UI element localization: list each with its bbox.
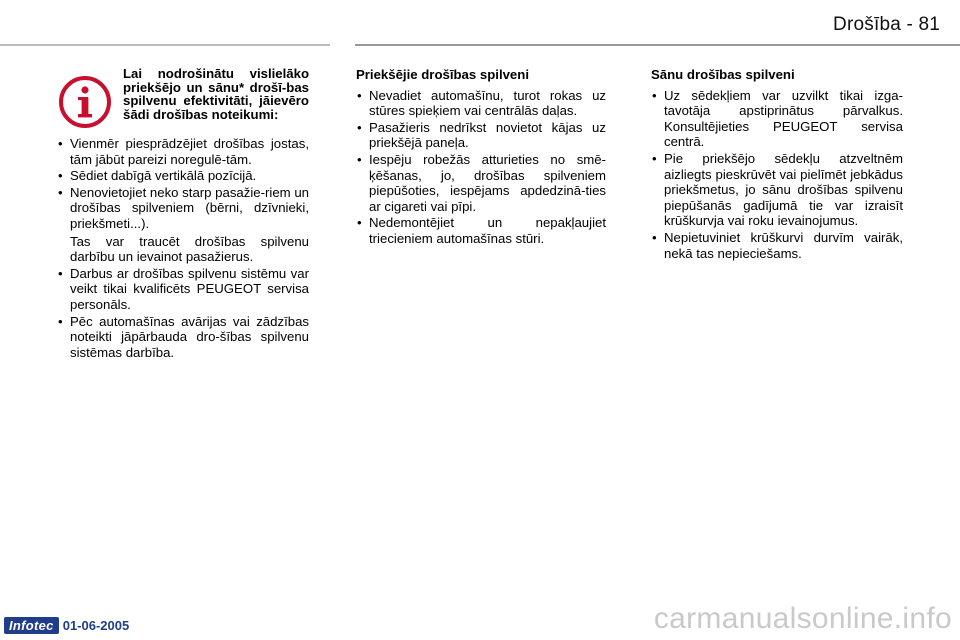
- info-icon: [57, 74, 113, 130]
- header-rule-right: [355, 44, 960, 46]
- front-airbags-heading: Priekšējie drošības spilveni: [356, 67, 529, 82]
- list-item: • Iespēju robežās atturieties no smē-ķēšanas, jo, drošības spilveniem piepūšoties, iespējams apdedzinā-ties ar cigareti vai pīpi.: [356, 152, 606, 214]
- page-title: Drošība - 81: [833, 14, 940, 35]
- list-item: • Uz sēdekļiem var uzvilkt tikai izga-tavotāja apstiprinātus pārvalkus. Konsultējieties PEUGEOT servisa centrā.: [651, 88, 903, 150]
- list-item-subtext: Tas var traucēt drošības spilvenu darbību un ievainot pasažierus.: [70, 233, 309, 265]
- side-airbags-heading: Sānu drošības spilveni: [651, 67, 795, 82]
- page-header: [0, 0, 960, 46]
- general-rules-list: [57, 136, 309, 360]
- list-item-text: Nenovietojiet neko starp pasažie-riem un drošības spilveniem (bērni, dzīvnieki, priekšmeti...).: [70, 184, 309, 231]
- list-item: • Pēc automašīnas avārijas vai zādzības noteikti jāpārbauda dro-šības spilvenu sistēmas darbība.: [57, 314, 309, 361]
- list-item: • Vienmēr piesprādzējiet drošības jostas, tām jābūt pareizi noregulē-tām.: [57, 136, 309, 167]
- column-front-airbags: [356, 67, 606, 248]
- front-airbags-list: [356, 88, 606, 247]
- list-item: [57, 185, 309, 265]
- intro-text: Lai nodrošinātu vislielāko priekšējo un sānu* drošī-bas spilvenu efektivitāti, jāievēro šādi drošības noteikumi:: [123, 66, 309, 122]
- infotec-logo: Infotec: [4, 617, 59, 634]
- header-rule-left: [0, 44, 330, 46]
- footer-stamp: [4, 616, 129, 634]
- column-general-rules: [57, 67, 309, 361]
- list-item: • Pasažieris nedrīkst novietot kājas uz priekšējā paneļa.: [356, 120, 606, 151]
- list-item: • Nepietuviniet krūškurvi durvīm vairāk, nekā tas nepieciešams.: [651, 230, 903, 261]
- side-airbags-list: [651, 88, 903, 262]
- list-item: • Sēdiet dabīgā vertikālā pozīcijā.: [57, 168, 309, 184]
- watermark: carmanualsonline.info: [653, 602, 952, 635]
- print-date: 01-06-2005: [62, 617, 130, 633]
- list-item: • Nevadiet automašīnu, turot rokas uz stūres spieķiem vai centrālās daļas.: [356, 88, 606, 119]
- list-item: • Darbus ar drošības spilvenu sistēmu var veikt tikai kvalificēts PEUGEOT servisa personāls.: [57, 266, 309, 313]
- column-side-airbags: [651, 67, 903, 262]
- list-item: • Nedemontējiet un nepakļaujiet triecieniem automašīnas stūri.: [356, 215, 606, 246]
- list-item: • Pie priekšējo sēdekļu atzveltnēm aizliegts pieskrūvēt vai pielīmēt jebkādus priekšmetus, jo sānu drošības spilvenu piepūšanās gadījumā tie var izraisīt krūškurvja vai roku ievainojumus.: [651, 151, 903, 229]
- intro-block: [57, 67, 309, 130]
